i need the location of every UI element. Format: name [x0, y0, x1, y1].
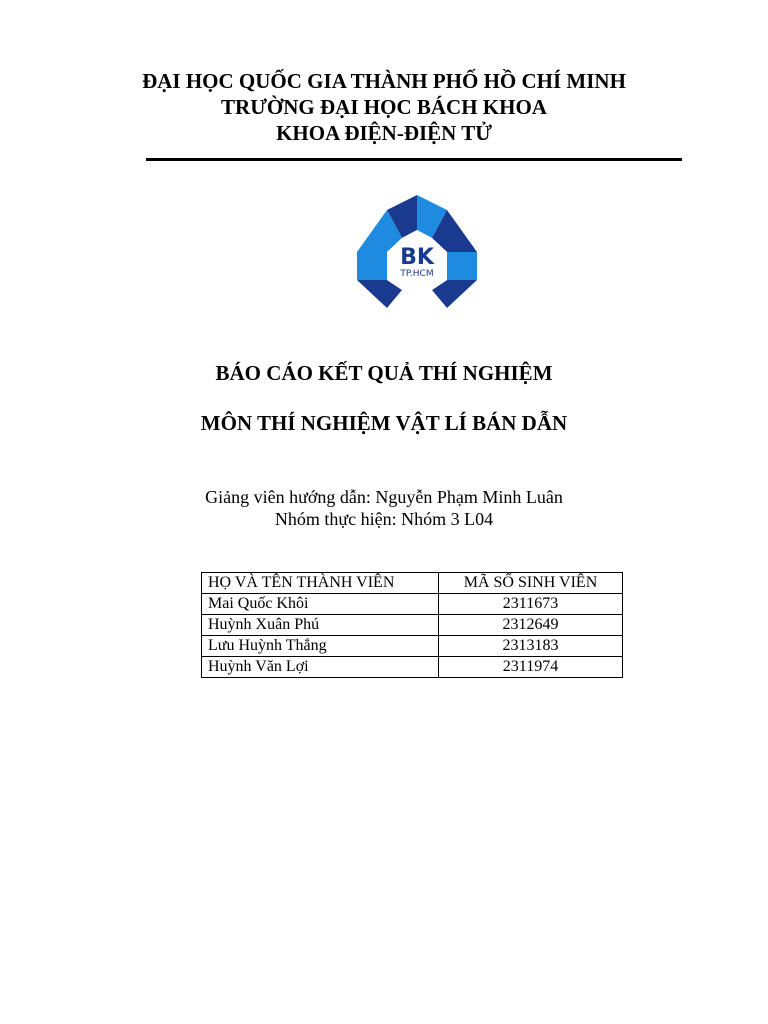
- logo-main-text: BK: [400, 245, 434, 270]
- university-name: ĐẠI HỌC QUỐC GIA THÀNH PHỐ HỒ CHÍ MINH: [142, 69, 626, 93]
- member-name: Huỳnh Văn Lợi: [202, 657, 439, 678]
- members-table: [201, 572, 623, 678]
- member-id: 2311974: [439, 657, 623, 678]
- course-title: MÔN THÍ NGHIỆM VẬT LÍ BÁN DẪN: [200, 411, 568, 435]
- table-row: [202, 657, 623, 678]
- bk-logo-icon: [354, 190, 480, 314]
- school-name: TRƯỜNG ĐẠI HỌC BÁCH KHOA: [221, 95, 547, 119]
- table-header-row: [202, 573, 623, 594]
- logo-segment: [357, 252, 387, 280]
- header-divider: [146, 158, 682, 161]
- column-header-name: HỌ VÀ TÊN THÀNH VIÊN: [202, 573, 439, 594]
- report-info: [0, 486, 768, 530]
- table-row: [202, 636, 623, 657]
- member-name: Mai Quốc Khôi: [202, 594, 439, 615]
- column-header-id: MÃ SỐ SINH VIÊN: [439, 573, 623, 594]
- logo-segment: [447, 252, 477, 280]
- logo-sub-text: TP.HCM: [400, 269, 434, 279]
- member-id: 2313183: [439, 636, 623, 657]
- table-row: [202, 594, 623, 615]
- member-name: Huỳnh Xuân Phú: [202, 615, 439, 636]
- faculty-name: KHOA ĐIỆN-ĐIỆN TỬ: [276, 121, 492, 145]
- member-name: Lưu Huỳnh Thắng: [202, 636, 439, 657]
- instructor-line: Giảng viên hướng dẫn: Nguyễn Phạm Minh Luân: [205, 487, 563, 507]
- group-line: Nhóm thực hiện: Nhóm 3 L04: [274, 509, 494, 529]
- university-header: [0, 68, 768, 146]
- report-title: BÁO CÁO KẾT QUẢ THÍ NGHIỆM: [215, 361, 553, 385]
- member-id: 2312649: [439, 615, 623, 636]
- table-row: [202, 615, 623, 636]
- bk-logo: [354, 190, 480, 314]
- member-id: 2311673: [439, 594, 623, 615]
